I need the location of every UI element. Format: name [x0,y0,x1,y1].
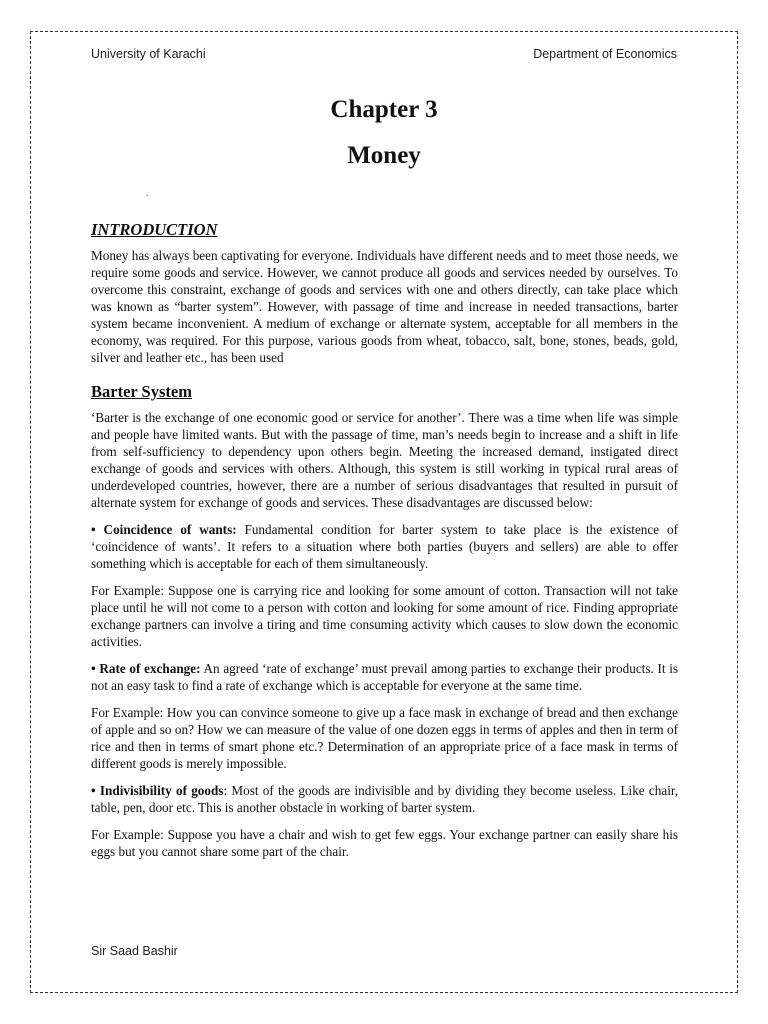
point-rate-of-exchange [91,660,678,694]
barter-intro-paragraph: ‘Barter is the exchange of one economic good or service for another’. There was a time when life was simple and people have limited wants. But with the passage of time, man’s needs begin to increase and a shift in life from self-sufficiency to dependency upon others begin. Meeting the increased demand, instigated direct exchange of goods and services with others. Although, this system is still working in typical rural areas of underdeveloped countries, however, there are a number of serious disadvantages that resulted in pursuit of alternate system for exchange of goods and services. These disadvantages are discussed below: [91,410,678,510]
point-term: Indivisibility of goods [99,783,224,798]
example-coincidence-of-wants: For Example: Suppose one is carrying rice and looking for some amount of cotton. Transaction will not take place until he will not come to a person with cotton and looking for some amount of rice. Finding appropriate exchange partners can involve a tiring and time consuming activity which causes to slow down the economic activities. [91,583,678,649]
point-indivisibility-of-goods [91,782,678,816]
header-department: Department of Economics [533,47,677,61]
introduction-heading: INTRODUCTION [91,220,218,239]
chapter-number: Chapter 3 [330,96,438,123]
chapter-title: Money [347,142,421,169]
footer-author: Sir Saad Bashir [91,944,178,958]
point-term: Rate of exchange: [99,661,201,676]
stray-dot: . [146,188,149,199]
bullet: • [91,522,96,537]
point-term: Coincidence of wants: [103,522,237,537]
point-text: : Most of the goods are indivisible and by dividing they become useless. Like chair, table, pen, door etc. This is another obstacle in working of barter system. [91,783,679,815]
point-coincidence-of-wants [91,521,678,572]
point-text: An agreed ‘rate of exchange’ must prevail among parties to exchange their products. It is not an easy task to find a rate of exchange which is acceptable for everyone at the same time. [91,661,679,693]
header-university: University of Karachi [91,47,206,61]
point-text: Fundamental condition for barter system to take place is the existence of ‘coincidence of wants’. It refers to a situation where both parties (buyers and sellers) are able to offer something which is acceptable for each of them simultaneously. [91,522,678,571]
barter-system-heading: Barter System [91,382,192,401]
bullet: • [91,661,96,676]
example-indivisibility-of-goods: For Example: Suppose you have a chair and wish to get few eggs. Your exchange partner can easily share his eggs but you cannot share some part of the chair. [91,827,678,859]
introduction-paragraph: Money has always been captivating for everyone. Individuals have different needs and to meet those needs, we require some goods and service. However, we cannot produce all goods and services needed by ourselves. To overcome this constraint, exchange of goods and services with one and others directly, can take place which was known as “barter system”. However, with passage of time and increase in needed transactions, barter system became inconvenient. A medium of exchange or alternate system, acceptable for all members in the economy, was required. For this purpose, various goods from wheat, tobacco, salt, bone, stones, beads, gold, silver and leather etc., has been used [91,248,678,365]
document-body [91,220,678,860]
example-rate-of-exchange: For Example: How you can convince someone to give up a face mask in exchange of bread and then exchange of apple and so on? How we can measure of the value of one dozen eggs in terms of apples and then in term of rice and then in terms of smart phone etc.? Determination of an appropriate price of a face mask in terms of different goods is merely impossible. [91,705,678,771]
bullet: • [91,783,96,798]
